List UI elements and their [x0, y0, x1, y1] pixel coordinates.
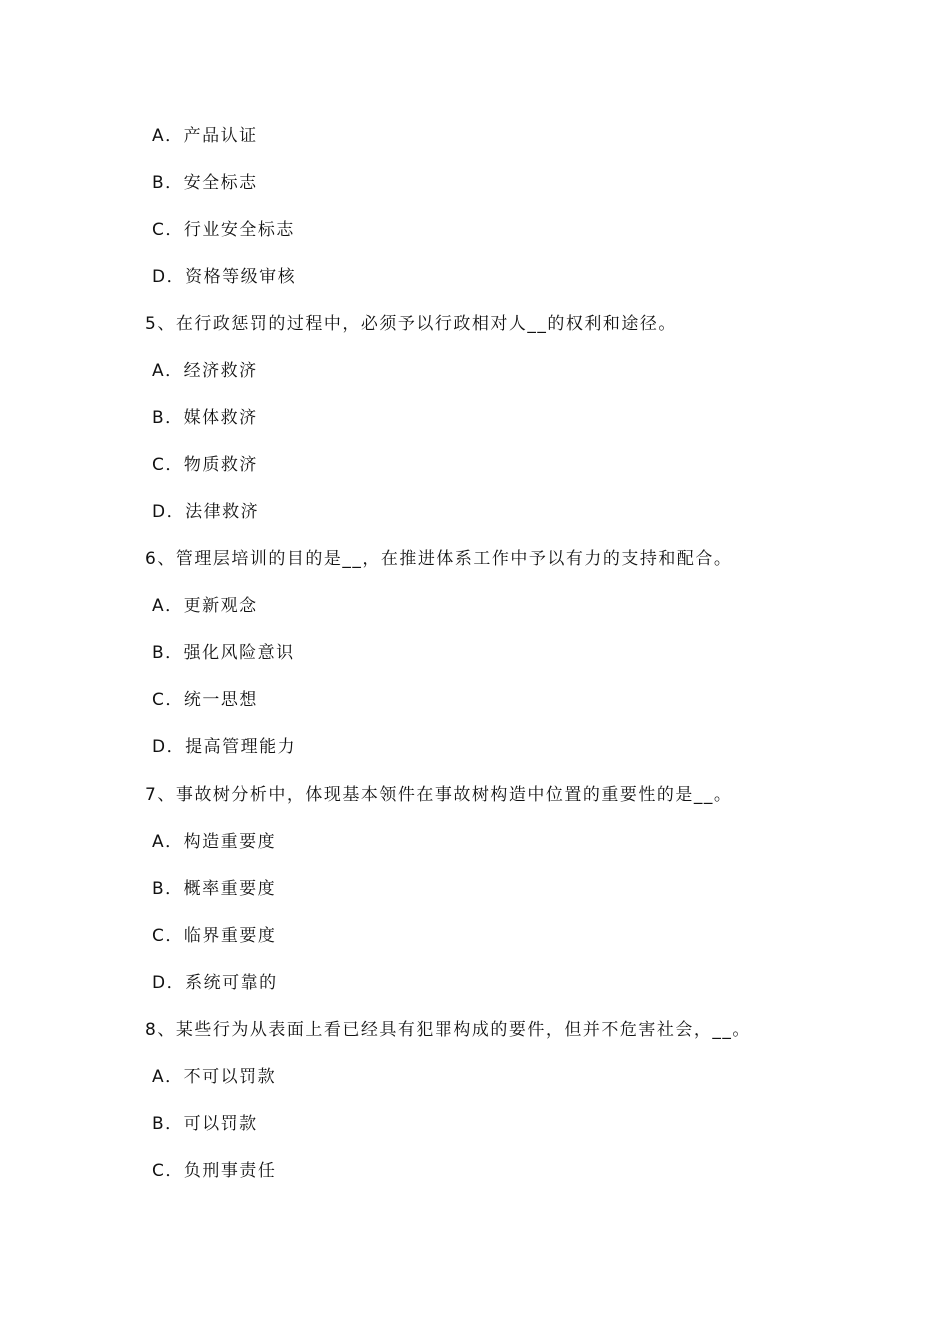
option-7b: B．概率重要度 [152, 879, 277, 899]
option-8c: C．负刑事责任 [152, 1161, 277, 1181]
option-5b: B．媒体救济 [152, 408, 258, 428]
option-4d: D．资格等级审核 [152, 267, 297, 287]
option-7d: D．系统可靠的 [152, 973, 278, 993]
option-7a: A．构造重要度 [152, 832, 277, 852]
option-5a: A．经济救济 [152, 361, 258, 381]
option-4b: B．安全标志 [152, 173, 258, 193]
option-4a: A．产品认证 [152, 126, 258, 146]
question-5: 5、在行政惩罚的过程中，必须予以行政相对人__的权利和途径。 [145, 314, 677, 334]
question-7: 7、事故树分析中，体现基本领件在事故树构造中位置的重要性的是__。 [145, 785, 733, 805]
option-5d: D．法律救济 [152, 502, 260, 522]
option-7c: C．临界重要度 [152, 926, 277, 946]
option-6a: A．更新观念 [152, 596, 258, 616]
option-6b: B．强化风险意识 [152, 643, 295, 663]
option-6d: D．提高管理能力 [152, 737, 297, 757]
option-4c: C．行业安全标志 [152, 220, 295, 240]
option-5c: C．物质救济 [152, 455, 258, 475]
option-8a: A．不可以罚款 [152, 1067, 277, 1087]
question-6: 6、管理层培训的目的是__，在推进体系工作中予以有力的支持和配合。 [145, 549, 733, 569]
option-8b: B．可以罚款 [152, 1114, 258, 1134]
question-8: 8、某些行为从表面上看已经具有犯罪构成的要件，但并不危害社会，__。 [145, 1020, 751, 1040]
option-6c: C．统一思想 [152, 690, 258, 710]
